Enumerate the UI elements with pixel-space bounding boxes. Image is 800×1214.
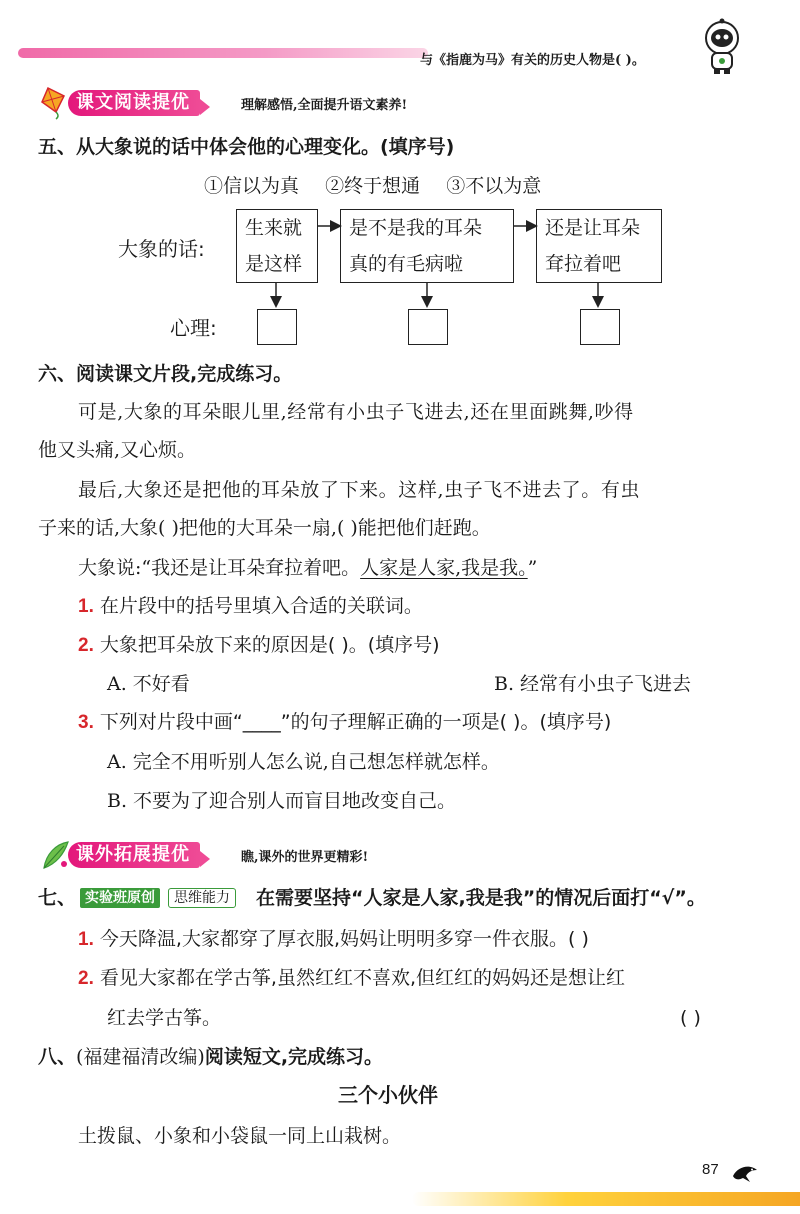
speech-line: 是这样 bbox=[245, 253, 303, 275]
q5-option: ①信以为真 bbox=[204, 175, 300, 197]
tag-thinking: 思维能力 bbox=[168, 888, 236, 908]
q7-item-1 bbox=[78, 927, 589, 952]
speech-line: 是不是我的耳朵 bbox=[349, 217, 483, 239]
dolphin-icon bbox=[730, 1158, 760, 1188]
passage-line: 子来的话,大象( )把他的大耳朵一扇,( )能把他们赶跑。 bbox=[38, 517, 491, 539]
item-number: 3. bbox=[78, 712, 94, 733]
quote-end: ” bbox=[527, 557, 538, 579]
speech-line: 耷拉着吧 bbox=[545, 253, 622, 275]
q6-option-b: B. 经常有小虫子飞进去 bbox=[494, 673, 692, 695]
speech-label: 大象的话: bbox=[118, 237, 205, 261]
item-number: 1. bbox=[78, 596, 94, 617]
q7-title: 在需要坚持“人家是人家,我是我”的情况后面打“√”。 bbox=[256, 887, 706, 909]
item-number: 2. bbox=[78, 968, 94, 989]
quote-text: 大象说:“我还是让耳朵耷拉着吧。 bbox=[78, 557, 361, 579]
page-number: 87 bbox=[702, 1161, 719, 1178]
answer-box-1[interactable] bbox=[257, 309, 297, 345]
speech-line: 还是让耳朵 bbox=[545, 217, 641, 239]
speech-line: 真的有毛病啦 bbox=[349, 253, 464, 275]
leaf-icon bbox=[38, 838, 72, 872]
answer-box-2[interactable] bbox=[408, 309, 448, 345]
flow-arrows bbox=[0, 0, 800, 360]
q7-prefix: 七、 bbox=[38, 887, 77, 909]
story-title: 三个小伙伴 bbox=[338, 1083, 438, 1107]
q6-item-1 bbox=[78, 594, 423, 619]
passage-quote bbox=[78, 556, 537, 580]
q7-item-2 bbox=[78, 966, 625, 991]
q6-option-a: A. 不好看 bbox=[107, 673, 190, 695]
passage-line: 可是,大象的耳朵眼儿里,经常有小虫子飞进去,还在里面跳舞,吵得 bbox=[78, 401, 634, 423]
item-text: 在片段中的括号里填入合适的关联词。 bbox=[99, 595, 423, 617]
passage-line: 他又头痛,又心烦。 bbox=[38, 439, 197, 461]
tag-original: 实验班原创 bbox=[80, 888, 160, 908]
item-number: 1. bbox=[78, 929, 94, 950]
item-text: 看见大家都在学古筝,虽然红红不喜欢,但红红的妈妈还是想让红 bbox=[99, 967, 625, 989]
item-text: 下列对片段中画“____”的句子理解正确的一项是( )。(填序号) bbox=[99, 711, 612, 733]
q8-title: 阅读短文,完成练习。 bbox=[204, 1046, 384, 1068]
story-first-line: 土拨鼠、小象和小袋鼠一同上山栽树。 bbox=[78, 1125, 402, 1147]
q5-title: 五、从大象说的话中体会他的心理变化。(填序号) bbox=[38, 136, 455, 158]
banner-arrow bbox=[200, 851, 210, 867]
q8-source: (福建福清改编) bbox=[76, 1046, 205, 1068]
mind-label: 心理: bbox=[170, 316, 217, 340]
q6-item-2 bbox=[78, 633, 440, 658]
section-subtitle: 瞧,课外的世界更精彩! bbox=[241, 850, 369, 865]
quote-underlined: 人家是人家,我是我。 bbox=[360, 557, 528, 579]
passage-line: 最后,大象还是把他的耳朵放了下来。这样,虫子飞不进去了。有虫 bbox=[78, 479, 641, 501]
q5-option: ③不以为意 bbox=[446, 175, 542, 197]
header-note: 与《指鹿为马》有关的历史人物是( )。 bbox=[420, 53, 645, 68]
footer-stripe bbox=[412, 1192, 800, 1206]
section-title: 课文阅读提优 bbox=[68, 90, 200, 116]
q5-option: ②终于想通 bbox=[325, 175, 421, 197]
q6-item-3 bbox=[78, 710, 611, 735]
section-title: 课外拓展提优 bbox=[68, 842, 200, 868]
q8-heading bbox=[38, 1045, 383, 1069]
q6-item3-option-b: B. 不要为了迎合别人而盲目地改变自己。 bbox=[107, 790, 457, 812]
section-subtitle: 理解感悟,全面提升语文素养! bbox=[241, 98, 408, 113]
answer-box-3[interactable] bbox=[580, 309, 620, 345]
item-text: 大象把耳朵放下来的原因是( )。(填序号) bbox=[99, 634, 440, 656]
item-text: 今天降温,大家都穿了厚衣服,妈妈让明明多穿一件衣服。( ) bbox=[99, 928, 589, 950]
section-banner-extension bbox=[38, 842, 458, 868]
q7-item2-paren[interactable]: ( ) bbox=[680, 1007, 701, 1029]
q8-prefix: 八、 bbox=[38, 1046, 77, 1068]
item-number: 2. bbox=[78, 635, 94, 656]
q6-item3-option-a: A. 完全不用听别人怎么说,自己想怎样就怎样。 bbox=[107, 751, 500, 773]
q6-title: 六、阅读课文片段,完成练习。 bbox=[38, 363, 293, 385]
speech-line: 生来就 bbox=[245, 217, 303, 239]
q7-item2-cont: 红去学古筝。 bbox=[107, 1007, 222, 1029]
